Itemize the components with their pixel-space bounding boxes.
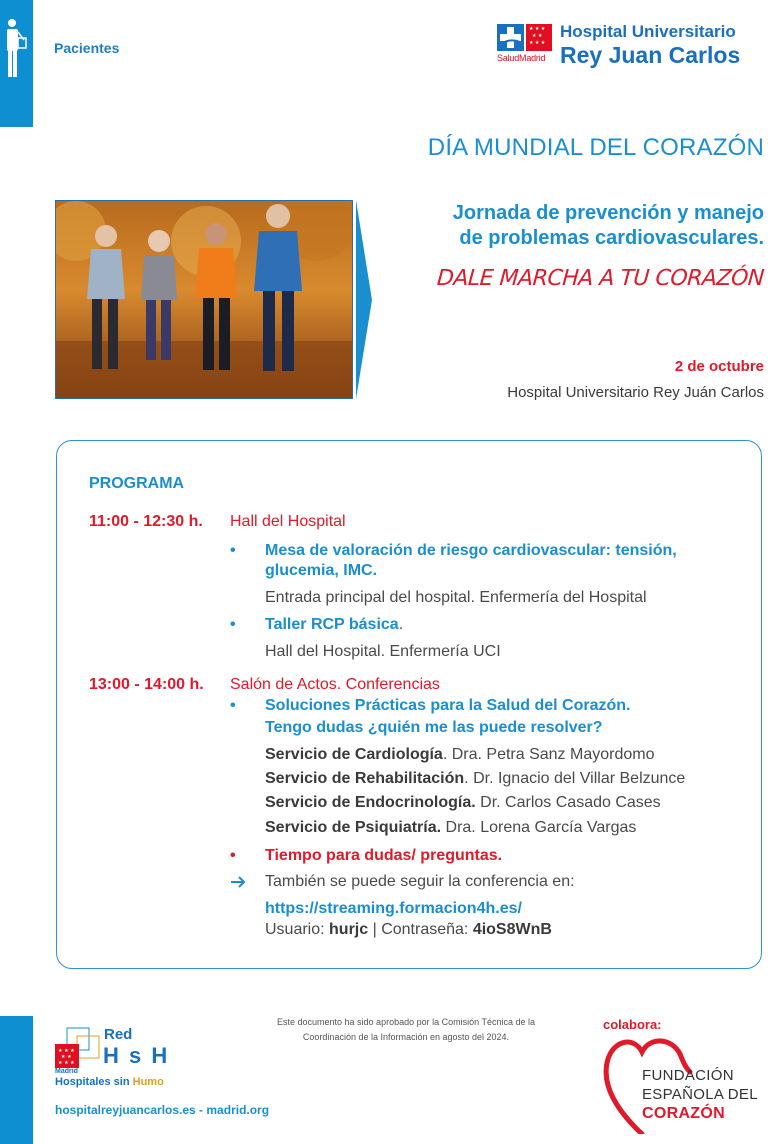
blue-strip-bottom — [0, 1016, 33, 1144]
event-venue: Hospital Universitario Rey Juán Carlos — [507, 384, 764, 401]
speaker-row — [265, 769, 685, 789]
speaker-service: Servicio de Rehabilitación — [265, 770, 465, 787]
fec-logo-text — [642, 1066, 758, 1123]
hsh-name-1: Hospitales sin — [55, 1076, 133, 1088]
svg-text:★ ★ ★: ★ ★ ★ — [58, 1048, 75, 1054]
block2-item1-line2: Tengo dudas ¿quién me las puede resolver? — [265, 719, 603, 736]
svg-text:★ ★ ★: ★ ★ ★ — [58, 1060, 75, 1066]
speaker-name: Dr. Carlos Casado Cases — [475, 794, 661, 811]
block1-item1-line2: glucemia, IMC. — [265, 562, 378, 579]
block1-item1-line1: Mesa de valoración de riesgo cardiovascular: tensión, — [265, 542, 677, 559]
subtitle-line2: de problemas cardiovasculares. — [459, 227, 764, 249]
hsh-logo — [55, 1026, 195, 1092]
speaker-service: Servicio de Cardiología — [265, 746, 443, 763]
password-label: | Contraseña: — [368, 921, 473, 938]
hsh-letters: H s H — [103, 1043, 170, 1068]
bullet-red-icon: • — [230, 847, 236, 864]
hsh-name-2: Humo — [132, 1076, 164, 1088]
event-photo — [55, 200, 353, 399]
hospital-name-line1: Hospital Universitario — [560, 22, 736, 41]
event-slogan: DALE MARCHA A TU CORAZÓN — [436, 266, 765, 291]
svg-text:★ ★: ★ ★ — [61, 1054, 72, 1060]
madrid-flag-icon: ★ ★ ★ ★ ★ ★ ★ ★ — [526, 24, 552, 51]
bullet-icon: • — [230, 616, 236, 633]
salud-madrid-label: SaludMadrid — [497, 53, 546, 63]
arrow-right-icon — [230, 876, 246, 888]
questions-item: Tiempo para dudas/ preguntas. — [265, 847, 503, 864]
bullet-icon: • — [230, 697, 236, 714]
hospital-logo — [497, 22, 767, 70]
approval-note-line2: Coordinación de la Información en agosto del 2024. — [302, 1032, 510, 1042]
red-label: Red — [104, 1026, 133, 1043]
speaker-name: . Dr. Ignacio del Villar Belzunce — [464, 770, 686, 787]
user-value: hurjc — [329, 921, 369, 938]
block1-time: 11:00 - 12:30 h. — [89, 513, 203, 530]
speaker-name: . Dra. Petra Sanz Mayordomo — [442, 746, 655, 763]
bullet-icon: • — [230, 542, 236, 559]
fec-line3: CORAZÓN — [642, 1105, 725, 1122]
blue-strip-top — [0, 0, 33, 127]
approval-note-line1: Este documento ha sido aprobado por la Comisión Técnica de la — [277, 1017, 535, 1027]
approval-note — [256, 1015, 556, 1045]
speaker-row — [265, 818, 636, 838]
colabora-label: colabora: — [603, 1017, 662, 1032]
block1-item2 — [265, 615, 403, 635]
speaker-service: Servicio de Endocrinología. — [265, 794, 476, 811]
block2-time: 13:00 - 14:00 h. — [89, 676, 204, 693]
block1-item2-detail: Hall del Hospital. Enfermería UCI — [265, 643, 501, 660]
speaker-name: Dra. Lorena García Vargas — [441, 819, 637, 836]
patient-icon — [4, 18, 28, 82]
streaming-link[interactable]: https://streaming.formacion4h.es/ — [265, 900, 522, 917]
event-date: 2 de octubre — [674, 358, 764, 375]
fec-line1: FUNDACIÓN — [642, 1067, 734, 1084]
password-value: 4ioS8WnB — [472, 921, 552, 938]
hospital-name-line2: Rey Juan Carlos — [560, 42, 741, 68]
fec-line2: ESPAÑOLA DEL — [642, 1086, 758, 1103]
event-subtitle — [364, 201, 764, 251]
speaker-service: Servicio de Psiquiatría. — [265, 819, 442, 836]
madrid-label: Madrid — [55, 1068, 78, 1075]
program-title: PROGRAMA — [89, 475, 185, 492]
speaker-row — [265, 745, 654, 765]
subtitle-line1: Jornada de prevención y manejo — [452, 202, 764, 224]
user-label: Usuario: — [265, 921, 330, 938]
block1-item1-detail: Entrada principal del hospital. Enfermería del Hospital — [265, 589, 647, 606]
hsh-name — [55, 1076, 164, 1088]
block2-place: Salón de Actos. Conferencias — [230, 676, 440, 693]
streaming-text: También se puede seguir la conferencia en: — [265, 873, 575, 890]
block2-item1-line1: Soluciones Prácticas para la Salud del Corazón. — [265, 697, 631, 714]
block1-item2-punct: . — [398, 616, 404, 633]
block1-item2-title: Taller RCP básica — [265, 616, 399, 633]
event-title: DÍA MUNDIAL DEL CORAZÓN — [427, 134, 764, 161]
footer-website[interactable]: hospitalreyjuancarlos.es - madrid.org — [55, 1103, 270, 1117]
speaker-row — [265, 793, 661, 813]
salud-cross-icon — [497, 24, 524, 51]
section-label: Pacientes — [54, 40, 120, 56]
credentials-row — [265, 920, 552, 940]
block1-place: Hall del Hospital — [230, 513, 346, 530]
